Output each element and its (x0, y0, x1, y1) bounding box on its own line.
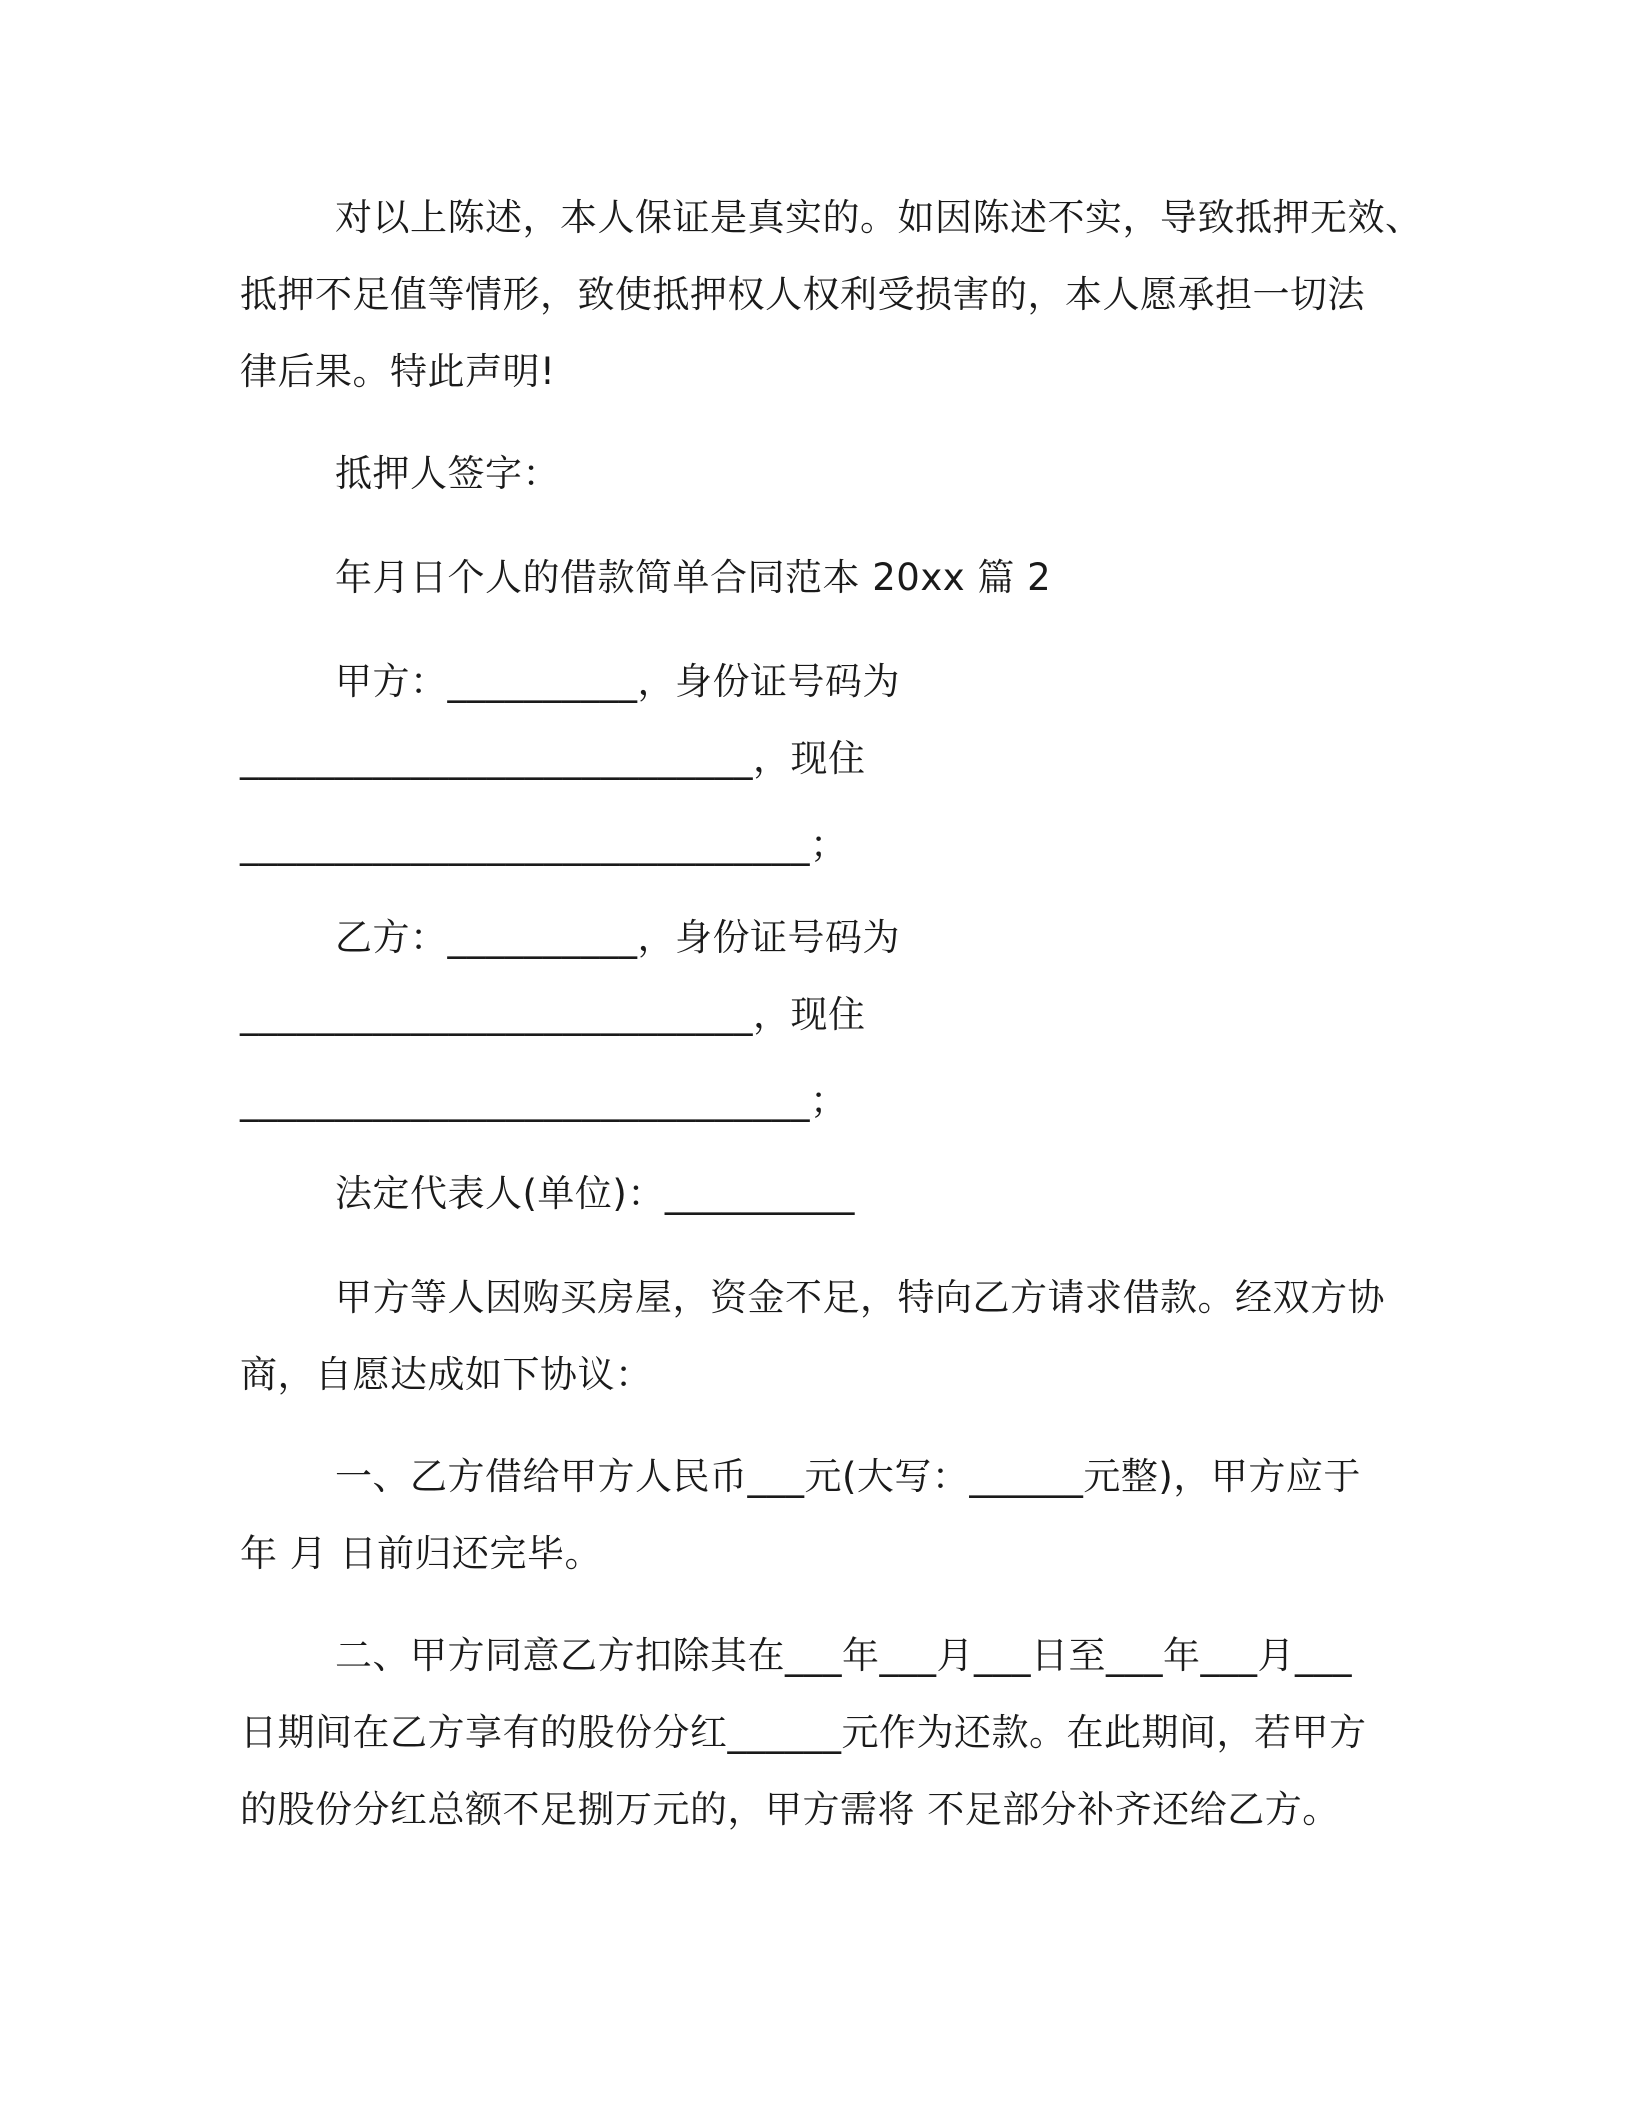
section-title: 年月日个人的借款简单合同范本 20xx 篇 2 (335, 556, 1052, 599)
preamble-line-1: 甲方等人因购买房屋，资金不足，特向乙方请求借款。经双方协 (335, 1276, 1385, 1319)
legal-representative-line: 法定代表人(单位)：__________ (335, 1172, 855, 1215)
party-b-address-line: ______________________________； (240, 1079, 848, 1122)
party-b-name-line: 乙方：__________，身份证号码为 (335, 916, 900, 959)
party-a-id-line: ___________________________，现住 (240, 737, 866, 780)
party-a-address-line: ______________________________； (240, 823, 848, 866)
clause-2-line-2: 日期间在乙方享有的股份分红______元作为还款。在此期间，若甲方 (240, 1711, 1367, 1754)
party-a-name-line: 甲方：__________，身份证号码为 (335, 660, 900, 703)
clause-2-line-3: 的股份分红总额不足捌万元的，甲方需将 不足部分补齐还给乙方。 (240, 1788, 1340, 1831)
mortgagor-signature-label: 抵押人签字： (335, 452, 560, 495)
clause-1-line-2: 年 月 日前归还完毕。 (240, 1532, 603, 1575)
statement-line-3: 律后果。特此声明! (240, 350, 556, 393)
clause-1-line-1: 一、乙方借给甲方人民币___元(大写：______元整)，甲方应于 (335, 1455, 1361, 1498)
statement-line-1: 对以上陈述，本人保证是真实的。如因陈述不实，导致抵押无效、 (335, 196, 1423, 239)
clause-2-line-1: 二、甲方同意乙方扣除其在___年___月___日至___年___月___ (335, 1634, 1352, 1677)
statement-line-2: 抵押不足值等情形，致使抵押权人权利受损害的，本人愿承担一切法 (240, 273, 1365, 316)
preamble-line-2: 商，自愿达成如下协议： (240, 1353, 653, 1396)
party-b-id-line: ___________________________，现住 (240, 993, 866, 1036)
